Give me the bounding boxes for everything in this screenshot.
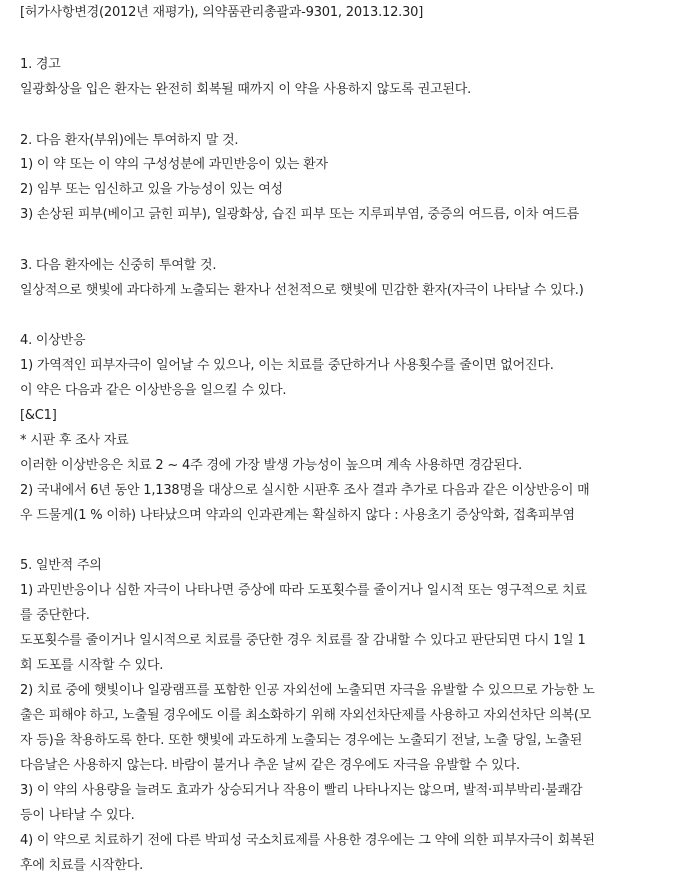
section-2-heading: 2. 다음 환자(부위)에는 투여하지 말 것. — [20, 133, 239, 148]
section-4-line-6: 2) 국내에서 6년 동안 1,138명을 대상으로 실시한 시판후 조사 결과 추가로 다음과 같은 이상반응이 매 — [20, 483, 590, 498]
section-4-line-2: 이 약은 다음과 같은 이상반응을 일으킬 수 있다. — [20, 383, 287, 398]
section-4-line-7: 우 드물게(1 % 이하) 나타났으며 약과의 인과관계는 확실하지 않다 : 사용초기 증상악화, 접촉피부염 — [20, 508, 575, 523]
section-3-heading: 3. 다음 환자에는 신중히 투여할 것. — [20, 258, 217, 273]
section-2-item-3: 3) 손상된 피부(베이고 긁힌 피부), 일광화상, 습진 피부 또는 지루피부염, 중증의 여드름, 이차 여드름 — [20, 207, 580, 222]
section-4-heading: 4. 이상반응 — [20, 333, 86, 348]
section-5-heading: 5. 일반적 주의 — [20, 558, 102, 573]
section-1-text: 일광화상을 입은 환자는 완전히 회복될 때까지 이 약을 사용하지 않도록 권고된다. — [20, 82, 472, 97]
section-5-line-10: 등이 나타날 수 있다. — [20, 808, 135, 823]
section-5-line-5: 2) 치료 중에 햇빛이나 일광램프를 포함한 인공 자외선에 노출되면 자극을 유발할 수 있으므로 가능한 노 — [20, 683, 595, 698]
section-4-line-1: 1) 가역적인 피부자극이 일어날 수 있으나, 이는 치료를 중단하거나 사용횟수를 줄이면 없어진다. — [20, 358, 554, 373]
section-5-line-12: 후에 치료를 시작한다. — [20, 858, 144, 873]
section-5-line-3: 도포횟수를 줄이거나 일시적으로 치료를 중단한 경우 치료를 잘 감내할 수 있다고 판단되면 다시 1일 1 — [20, 633, 586, 648]
section-4-line-5: 이러한 이상반응은 치료 2 ~ 4주 경에 가장 발생 가능성이 높으며 계속 사용하면 경감된다. — [20, 458, 523, 473]
section-3-text: 일상적으로 햇빛에 과다하게 노출되는 환자나 선천적으로 햇빛에 민감한 환자(자극이 나타날 수 있다.) — [20, 283, 584, 298]
section-5-line-6: 출은 피해야 하고, 노출될 경우에도 이를 최소화하기 위해 자외선차단제를 사용하고 자외선차단 의복(모 — [20, 708, 592, 723]
section-4-line-3: [&C1] — [20, 408, 57, 423]
section-5-line-7: 자 등)을 착용하도록 한다. 또한 햇빛에 과도하게 노출되는 경우에는 노출되기 전날, 노출 당일, 노출된 — [20, 733, 583, 748]
section-5-line-9: 3) 이 약의 사용량을 늘려도 효과가 상승되거나 작용이 빨리 나타나지는 않으며, 발적·피부박리·불쾌감 — [20, 783, 583, 798]
section-2-item-1: 1) 이 약 또는 이 약의 구성성분에 과민반응이 있는 환자 — [20, 157, 328, 172]
section-5-line-8: 다음날은 사용하지 않는다. 바람이 불거나 추운 날씨 같은 경우에도 자극을 유발할 수 있다. — [20, 758, 520, 773]
section-5-line-11: 4) 이 약으로 치료하기 전에 다른 박피성 국소치료제를 사용한 경우에는 그 약에 의한 피부자극이 회복된 — [20, 833, 595, 848]
section-4-line-4: * 시판 후 조사 자료 — [20, 433, 129, 448]
section-5-line-2: 를 중단한다. — [20, 608, 90, 623]
section-1-heading: 1. 경고 — [20, 57, 61, 72]
document-header: [허가사항변경(2012년 재평가), 의약품관리총괄과-9301, 2013.12.30] — [20, 5, 424, 20]
section-2-item-2: 2) 임부 또는 임신하고 있을 가능성이 있는 여성 — [20, 182, 283, 197]
section-5-line-4: 회 도포를 시작할 수 있다. — [20, 658, 164, 673]
section-5-line-1: 1) 과민반응이나 심한 자극이 나타나면 증상에 따라 도포횟수를 줄이거나 일시적 또는 영구적으로 치료 — [20, 583, 587, 598]
